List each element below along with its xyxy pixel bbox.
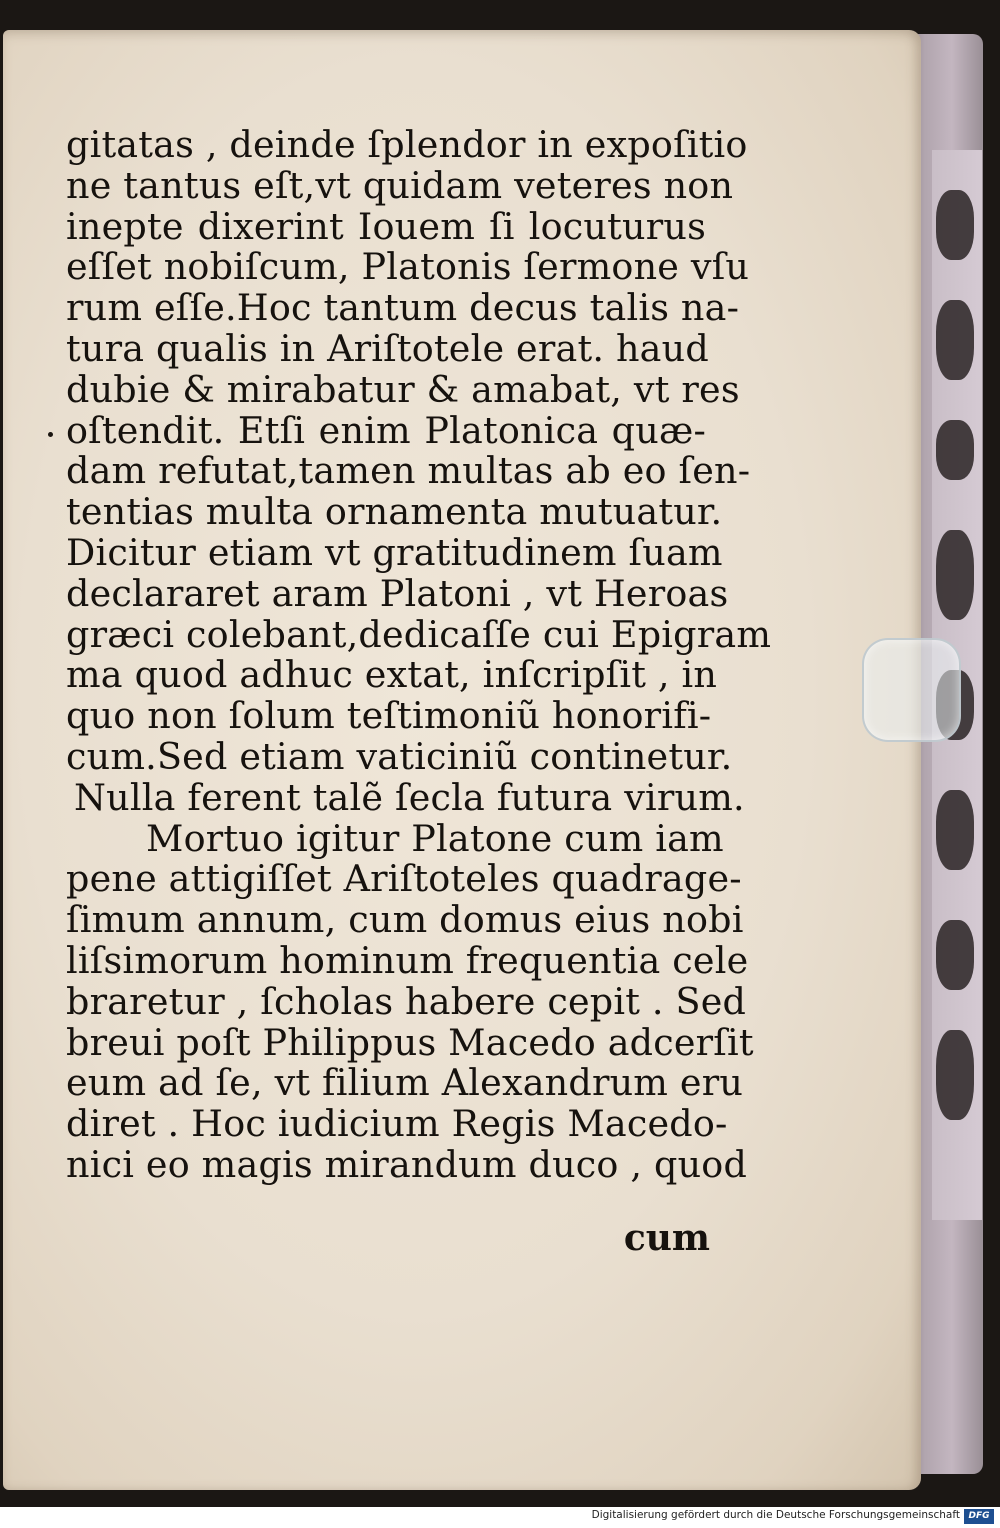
text-line: breui poſt Philippus Macedo adcerſit bbox=[66, 1020, 754, 1064]
dfg-logo-icon: DFG bbox=[964, 1509, 994, 1524]
edge-ink-mark bbox=[936, 300, 974, 380]
text-line: declararet aram Platoni , vt Heroas bbox=[66, 571, 729, 615]
margin-mark bbox=[48, 432, 53, 437]
funding-credit: Digitalisierung gefördert durch die Deutsche Forschungsgemeinschaft bbox=[591, 1509, 960, 1521]
text-line: liſsimorum hominum frequentia cele bbox=[66, 938, 749, 982]
text-line: tura qualis in Ariſtotele erat. haud bbox=[66, 326, 709, 370]
text-line: braretur , ſcholas habere cepit . Sed bbox=[66, 979, 747, 1023]
edge-ink-mark bbox=[936, 190, 974, 260]
text-line: nici eo magis mirandum duco , quod bbox=[66, 1142, 748, 1186]
text-line: græci colebant,dedicaſſe cui Epigram bbox=[66, 612, 772, 656]
text-line: eum ad ſe, vt filium Alexandrum eru bbox=[66, 1061, 744, 1105]
text-line: cum.Sed etiam vaticiniũ continetur. bbox=[66, 734, 733, 778]
paragraph-start-line: Mortuo igitur Platone cum iam bbox=[146, 816, 724, 860]
page-text bbox=[66, 123, 772, 1186]
text-line: dam refutat,tamen multas ab eo ſen- bbox=[66, 449, 751, 493]
edge-ink-mark bbox=[936, 920, 974, 990]
epigram-line: Nulla ferent talẽ ſecla futura virum. bbox=[74, 775, 745, 819]
edge-ink-mark bbox=[936, 1030, 974, 1120]
text-line: ſimum annum, cum domus eius nobi bbox=[66, 898, 744, 942]
footer-bar bbox=[0, 1507, 1000, 1528]
text-line: eſſet nobiſcum, Platonis ſermone vſu bbox=[66, 245, 750, 289]
text-line: diret . Hoc iudicium Regis Macedo- bbox=[66, 1102, 728, 1146]
edge-ink-mark bbox=[936, 530, 974, 620]
text-line: quo non ſolum teſtimoniũ honorifi- bbox=[66, 694, 712, 738]
text-line: rum eſſe.Hoc tantum decus talis na- bbox=[66, 286, 740, 330]
text-line: tentias multa ornamenta mutuatur. bbox=[66, 490, 723, 534]
text-line: Dicitur etiam vt gratitudinem ſuam bbox=[66, 530, 723, 574]
edge-ink-mark bbox=[936, 420, 974, 480]
text-line: ne tantus eſt,vt quidam veteres non bbox=[66, 163, 734, 207]
text-line: pene attigiſſet Ariſtoteles quadrage- bbox=[66, 857, 742, 901]
text-line: ma quod adhuc extat, inſcripſit , in bbox=[66, 653, 718, 697]
edge-ink-mark bbox=[936, 790, 974, 870]
text-line: dubie & mirabatur & amabat, vt res bbox=[66, 367, 740, 411]
text-line: gitatas , deinde ſplendor in expoſitio bbox=[66, 123, 748, 166]
plastic-page-clip bbox=[862, 638, 961, 742]
text-line: inepte dixerint Iouem ſi locuturus bbox=[66, 204, 706, 248]
text-line: oſtendit. Etſi enim Platonica quæ- bbox=[66, 408, 706, 452]
catchword: cum bbox=[623, 1217, 710, 1259]
